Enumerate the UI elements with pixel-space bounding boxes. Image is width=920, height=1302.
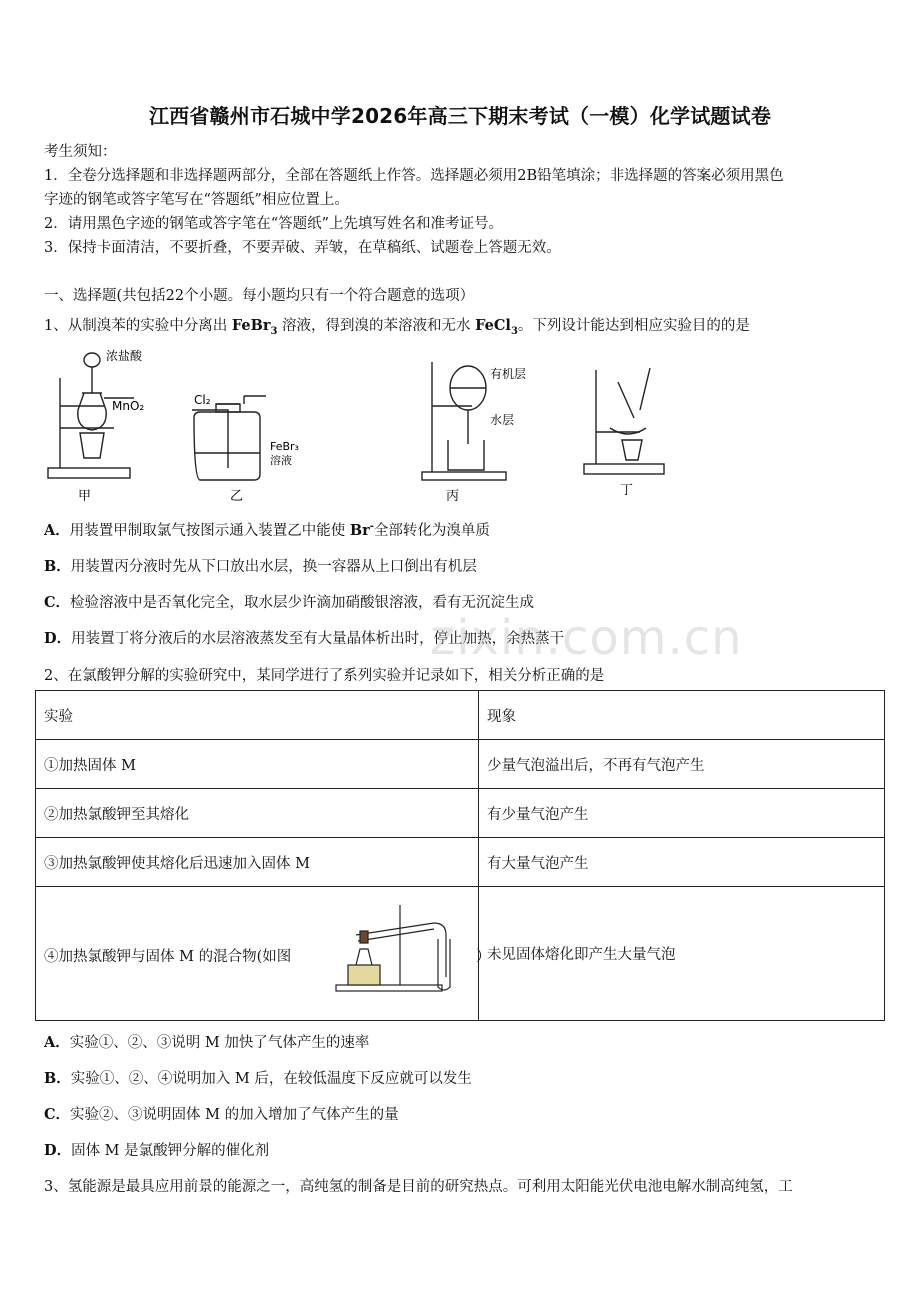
- label-water-layer: 水层: [490, 413, 515, 427]
- q1-option-a-br-text: Br: [349, 522, 370, 539]
- q1-option-a-br: [350, 522, 374, 539]
- heating-apparatus-drawing: [334, 901, 454, 1009]
- label-febr3-solution-1: FeBr₃: [270, 440, 299, 453]
- apparatus-drawing: [44, 348, 684, 508]
- apparatus-jia: [48, 353, 134, 478]
- label-jia: 甲: [78, 489, 92, 504]
- notice-item-3: 3．保持卡面清洁，不要折叠，不要弄破、弄皱，在草稿纸、试题卷上答题无效。: [44, 240, 561, 256]
- question-2-stem: 2、在氯酸钾分解的实验研究中，某同学进行了系列实验并记录如下，相关分析正确的是: [44, 668, 605, 684]
- table-header-experiment: 实验: [36, 691, 479, 740]
- q1-option-a-text-2: 全部转化为溴单质: [373, 523, 490, 539]
- notice-heading: 考生须知：: [44, 144, 117, 160]
- q1-option-c-text: 检验溶液中是否氧化完全，取水层少许滴加硝酸银溶液，看有无沉淀生成: [70, 595, 535, 611]
- q2-option-c-letter: C．: [44, 1106, 71, 1123]
- q1-option-b-letter: B．: [44, 558, 71, 575]
- q1-option-a-text-1: 用装置甲制取氯气按图示通入装置乙中能使: [69, 523, 350, 539]
- apparatus-figure: [44, 348, 684, 508]
- q2-option-d-text: 固体 M 是氯酸钾分解的催化剂: [71, 1143, 270, 1159]
- q1-fecl3-sub: 3: [510, 325, 518, 337]
- label-mno2: MnO₂: [112, 399, 145, 413]
- q1-fecl3: [475, 317, 518, 337]
- table-cell-experiment-text: ④加热氯酸钾与固体 M 的混合物(如图: [44, 948, 292, 965]
- q1-option-d-text: 用装置丁将分液后的水层溶液蒸发至有大量晶体析出时，停止加热，余热蒸干: [71, 631, 565, 647]
- notice-item-1-cont: 字迹的钢笔或答字笔写在“答题纸”相应位置上。: [44, 192, 349, 208]
- table-header-observation: 现象: [479, 691, 885, 740]
- q2-option-b-letter: B．: [44, 1070, 71, 1087]
- apparatus-yi: [192, 396, 266, 480]
- table-row: [36, 887, 885, 1021]
- q1-stem-part-a: 1、从制溴苯的实验中分离出: [44, 318, 232, 334]
- label-bing: 丙: [446, 489, 460, 504]
- q2-option-b: [44, 1067, 472, 1088]
- q1-option-d-letter: D．: [44, 630, 72, 647]
- label-organic-layer: 有机层: [490, 367, 527, 381]
- q1-stem-part-b: 溶液，得到溴的苯溶液和无水: [277, 318, 476, 334]
- question-3-stem: 3、氢能源是最具应用前景的能源之一，高纯氢的制备是目前的研究热点。可利用太阳能光伏电池电解水制高纯氢，工: [44, 1179, 793, 1195]
- q2-option-a: [44, 1031, 369, 1052]
- table-header-row: [36, 691, 885, 740]
- q2-option-b-text: 实验①、②、④说明加入 M 后，在较低温度下反应就可以发生: [70, 1071, 472, 1087]
- label-febr3-solution-2: 溶液: [270, 454, 292, 467]
- q1-option-c: [44, 591, 534, 612]
- q1-febr3-sub: 3: [270, 325, 278, 337]
- table-row: [36, 789, 885, 838]
- q2-option-a-letter: A．: [44, 1034, 70, 1051]
- table-row: [36, 740, 885, 789]
- table-cell-experiment: ①加热固体 M: [36, 740, 479, 789]
- q1-option-a-br-sup: -: [369, 521, 374, 533]
- label-ding: 丁: [620, 483, 634, 498]
- table-cell-experiment: ②加热氯酸钾至其熔化: [36, 789, 479, 838]
- label-yi: 乙: [230, 489, 244, 504]
- q1-option-b-text: 用装置丙分液时先从下口放出水层，换一容器从上口倒出有机层: [70, 559, 477, 575]
- table-cell-observation: 未见固体熔化即产生大量气泡: [479, 887, 885, 1021]
- experiment-table: [35, 690, 885, 1021]
- q1-option-b: [44, 555, 477, 576]
- page-title: 江西省赣州市石城中学2026年高三下期末考试（一模）化学试题试卷: [148, 104, 772, 128]
- table-cell-experiment-with-figure: [36, 887, 491, 1021]
- apparatus-ding: [584, 368, 664, 474]
- q2-option-d: [44, 1139, 269, 1160]
- label-hcl: 浓盐酸: [106, 349, 143, 363]
- q1-stem-part-c: 。下列设计能达到相应实验目的的是: [517, 318, 750, 334]
- watermark: zixin.com.cn: [430, 610, 743, 666]
- q2-option-c-text: 实验②、③说明固体 M 的加入增加了气体产生的量: [70, 1107, 399, 1123]
- label-cl2: Cl₂: [194, 393, 211, 407]
- q1-febr3-text: FeBr: [231, 317, 271, 334]
- notice-item-1: 1．全卷分选择题和非选择题两部分，全部在答题纸上作答。选择题必须用2B铅笔填涂；非选择题的答案必须用黑色: [44, 168, 784, 184]
- table-row: [36, 838, 885, 887]
- row4-content: [44, 889, 491, 1019]
- section-heading: 一、选择题(共包括22个小题。每小题均只有一个符合题意的选项）: [44, 288, 475, 304]
- q2-option-d-letter: D．: [44, 1142, 72, 1159]
- q1-option-a-letter: A．: [44, 522, 70, 539]
- table-cell-observation: 有少量气泡产生: [479, 789, 885, 838]
- table-cell-experiment-tail: ）: [476, 948, 491, 965]
- question-1-stem: [44, 314, 750, 337]
- q1-fecl3-text: FeCl: [475, 317, 511, 334]
- notice-item-2: 2．请用黑色字迹的钢笔或答字笔在“答题纸”上先填写姓名和准考证号。: [44, 216, 504, 232]
- q1-febr3: [231, 317, 278, 337]
- q2-option-a-text: 实验①、②、③说明 M 加快了气体产生的速率: [69, 1035, 370, 1051]
- table-cell-observation: 有大量气泡产生: [479, 838, 885, 887]
- q1-option-a: [44, 519, 490, 540]
- q1-option-c-letter: C．: [44, 594, 71, 611]
- q2-option-c: [44, 1103, 399, 1124]
- table-cell-observation: 少量气泡溢出后，不再有气泡产生: [479, 740, 885, 789]
- table-cell-experiment: ③加热氯酸钾使其熔化后迅速加入固体 M: [36, 838, 479, 887]
